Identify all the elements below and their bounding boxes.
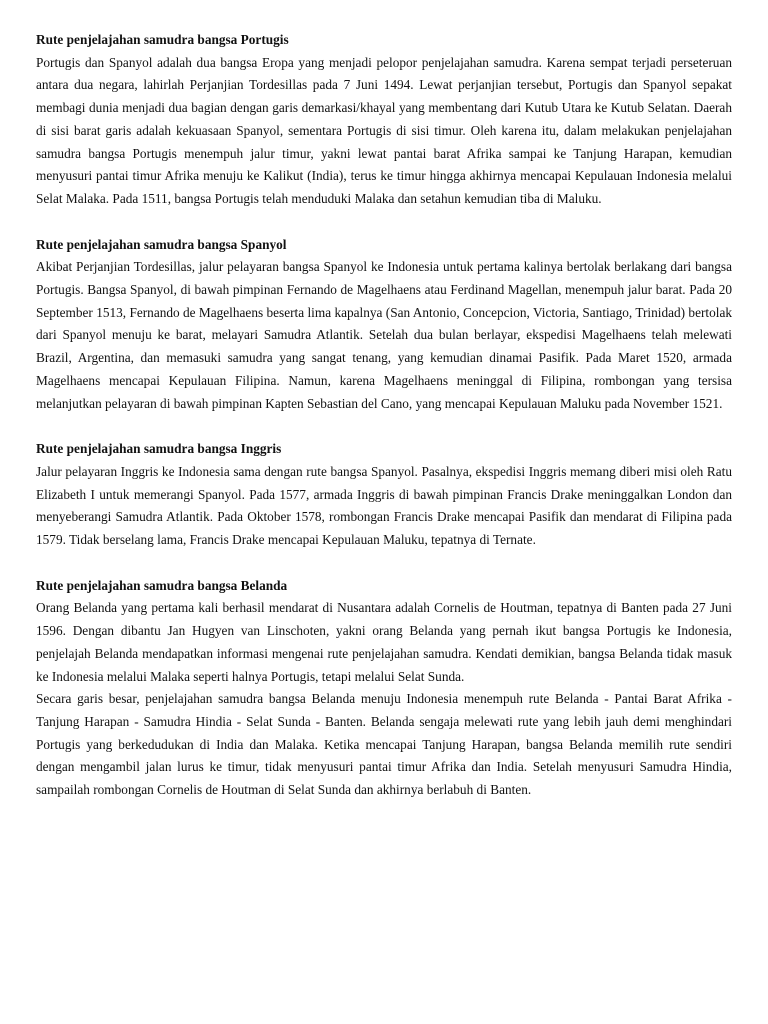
section-heading: Rute penjelajahan samudra bangsa Spanyol — [36, 236, 287, 252]
section-inggris — [36, 438, 732, 552]
section-spanyol — [36, 234, 732, 416]
section-belanda — [36, 575, 732, 802]
section-heading: Rute penjelajahan samudra bangsa Portugis — [36, 32, 289, 47]
document-page — [36, 29, 732, 825]
section-paragraph: Portugis dan Spanyol adalah dua bangsa Eropa yang menjadi pelopor penjelajahan samudra. Karena sempat terjadi perseteruan antara dua negara, lahirlah Perjanjian Tordesillas pada 7 Juni 1494. Lewat perjanjian tersebut, Portugis dan Spanyol sepakat membagi dunia menjadi dua bagian dengan garis demarkasi/khayal yang membentang dari Kutub Utara ke Kutub Selatan. Daerah di sisi barat garis adalah kekuasaan Spanyol, sementara Portugis di sisi timur. Oleh karena itu, dalam melakukan penjelajahan samudra bangsa Portugis menempuh jalur timur, yakni lewat pantai barat Afrika sampai ke Tanjung Harapan, kemudian menyusuri pantai timur Afrika menuju ke Kalikut (India), terus ke timur hingga akhirnya mencapai Kepulauan Indonesia melalui Selat Malaka. Pada 1511, bangsa Portugis telah menduduki Malaka dan setahun kemudian tiba di Maluku. — [36, 54, 732, 206]
section-paragraph: Secara garis besar, penjelajahan samudra bangsa Belanda menuju Indonesia menempuh rute Belanda - Pantai Barat Afrika - Tanjung Harapan - Samudra Hindia - Selat Sunda - Banten. Belanda sengaja melewati rute yang lebih jauh demi menghindari Portugis yang berkedudukan di India dan Malaka. Ketika mencapai Tanjung Harapan, bangsa Belanda memilih rute sendiri dengan mengambil jalan lurus ke timur, tidak menyusuri pantai timur Afrika dan India. Setelah menyusuri Samudra Hindia, sampailah rombongan Cornelis de Houtman di Selat Sunda dan akhirnya berlabuh di Banten. — [36, 691, 732, 798]
section-heading: Rute penjelajahan samudra bangsa Belanda — [36, 577, 288, 593]
section-paragraph: Jalur pelayaran Inggris ke Indonesia sama dengan rute bangsa Spanyol. Pasalnya, ekspedisi Inggris memang diberi misi oleh Ratu Elizabeth I untuk memerangi Spanyol. Pada 1577, armada Inggris di bawah pimpinan Francis Drake meninggalkan London dan menyeberangi Samudra Atlantik. Pada Oktober 1578, rombongan Francis Drake mencapai Pasifik dan mendarat di Filipina pada 1579. Tidak berselang lama, Francis Drake mencapai Kepulauan Maluku, tepatnya di Ternate. — [36, 463, 732, 548]
section-paragraph: Akibat Perjanjian Tordesillas, jalur pelayaran bangsa Spanyol ke Indonesia untuk pertama kalinya bertolak berlakang dari bangsa Portugis. Bangsa Spanyol, di bawah pimpinan Fernando de Magelhaens atau Ferdinand Magellan, menempuh jalur barat. Pada 20 September 1513, Fernando de Magelhaens beserta lima kapalnya (San Antonio, Concepcion, Victoria, Santiago, Trinidad) bertolak dari Spanyol menuju ke barat, melayari Samudra Atlantik. Setelah dua bulan berlayar, ekspedisi Magelhaens telah melewati Brazil, Argentina, dan memasuki samudra yang sangat tenang, yang kemudian dinamai Pasifik. Pada Maret 1520, armada Magelhaens mencapai Kepulauan Filipina. Namun, karena Magelhaens meninggal di Filipina, rombongan yang tersisa melanjutkan pelayaran di bawah pimpinan Kapten Sebastian del Cano, yang mencapai Kepulauan Maluku pada November 1521. — [36, 259, 732, 411]
section-paragraph: Orang Belanda yang pertama kali berhasil mendarat di Nusantara adalah Cornelis de Houtman, tepatnya di Banten pada 27 Juni 1596. Dengan dibantu Jan Hugyen van Linschoten, yakni orang Belanda yang pernah ikut bangsa Portugis ke Indonesia, penjelajah Belanda mendapatkan informasi mengenai rute penjelajahan samudra. Kendati demikian, bangsa Belanda tidak masuk ke Indonesia melalui Malaka seperti halnya Portugis, tetapi melalui Selat Sunda. — [36, 600, 732, 684]
section-portugis — [36, 29, 732, 211]
section-heading: Rute penjelajahan samudra bangsa Inggris — [36, 441, 282, 457]
